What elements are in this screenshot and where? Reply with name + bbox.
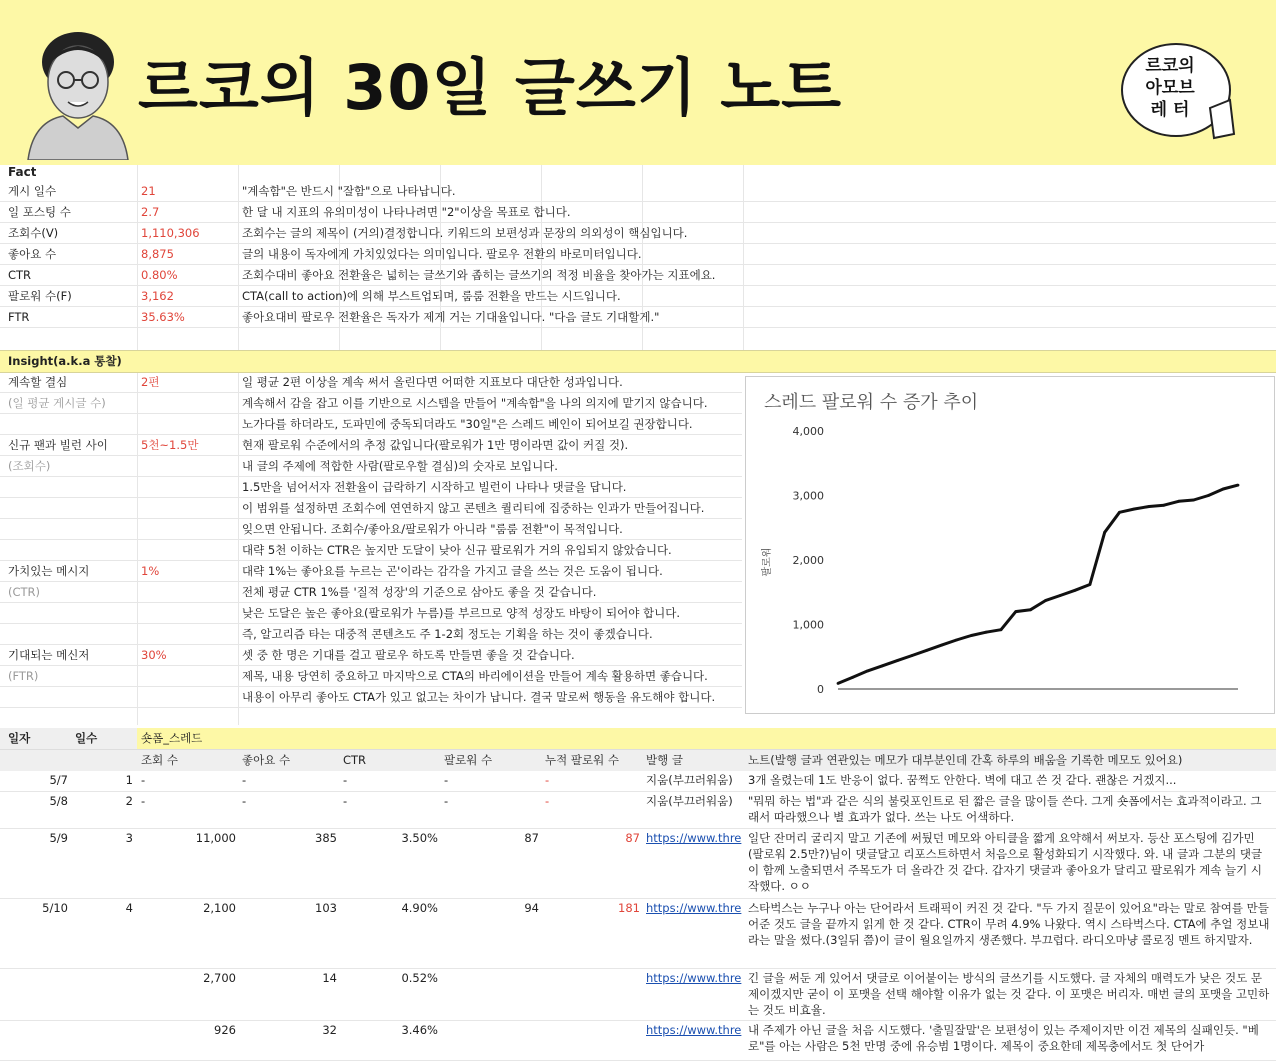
log-cumulative: - — [545, 794, 550, 808]
insight-note: 내용이 아무리 좋아도 CTA가 있고 없고는 차이가 납니다. 결국 말로써 행동을 유도해야 합니다. — [242, 690, 716, 704]
log-row — [0, 791, 1276, 829]
insight-label — [8, 687, 133, 708]
fact-note: "계속함"은 반드시 "잘함"으로 나타납니다. — [242, 184, 456, 198]
log-day — [75, 968, 133, 989]
grid-line — [0, 327, 1276, 328]
chart-point — [1089, 583, 1092, 586]
log-post-link[interactable]: https://www.thre — [646, 1023, 742, 1037]
log-date: 5/7 — [49, 773, 68, 787]
log-column-header — [0, 749, 1276, 771]
log-column-label: 발행 글 — [646, 753, 683, 767]
log-ctr: 4.90% — [401, 901, 438, 915]
chart-ytick-label: 2,000 — [792, 554, 824, 567]
insight-note: 이 범위를 설정하면 조회수에 연연하지 않고 콘텐츠 퀄리티에 집중하는 인과가 만들어집니다. — [242, 501, 705, 515]
insight-label: (조회수) — [8, 459, 51, 473]
insight-note: 내 글의 주제에 적합한 사람(팔로우할 결심)의 숫자로 보입니다. — [242, 459, 558, 473]
fact-note: 좋아요대비 팔로우 전환율은 독자가 제게 거는 기대율입니다. "다음 글도 기대할게." — [242, 310, 660, 324]
chart-ylabel: 팔로워 — [762, 547, 773, 577]
log-group-bar — [137, 728, 1276, 749]
log-post-link[interactable]: https://www.thre — [646, 971, 742, 985]
insight-note: 현재 팔로워 수준에서의 추정 값입니다(팔로워가 1만 명이라면 값이 커질 것). — [242, 438, 629, 452]
insight-note: 즉, 알고리즘 타는 대중적 콘텐츠도 주 1-2회 정도는 기획을 하는 것이 좋겠습니다. — [242, 627, 653, 641]
chart-point — [1029, 608, 1032, 611]
chart-point — [970, 634, 973, 637]
chart-series-line — [838, 485, 1238, 683]
page-title: 르코의 30일 글쓰기 노트 — [138, 51, 843, 124]
insight-label: 기대되는 메신저 — [8, 648, 90, 662]
log-cumulative: 181 — [618, 901, 640, 915]
log-column-label: 노트(발행 글과 연관있는 메모가 대부분인데 간혹 하루의 배움을 기록한 메모도 있어요) — [748, 753, 1183, 767]
log-likes: 32 — [322, 1023, 337, 1037]
log-views: - — [141, 794, 146, 808]
fact-note: CTA(call to action)에 의해 부스트업되며, 룸룸 전환을 만드는 시드입니다. — [242, 289, 621, 303]
log-likes: - — [242, 773, 247, 787]
insight-value: 1% — [141, 564, 160, 578]
insight-value — [141, 456, 236, 477]
insight-label: 신규 팬과 빌런 사이 — [8, 438, 108, 452]
chart-ytick-label: 4,000 — [792, 425, 824, 438]
insight-note: 대략 5천 이하는 CTR은 높지만 도달이 낮아 신규 팔로워가 거의 유입되지 않았습니다. — [242, 543, 672, 557]
insight-value: 5천~1.5만 — [141, 438, 199, 452]
fact-row — [0, 223, 1276, 244]
fact-value: 0.80% — [141, 268, 178, 282]
chart-point — [881, 664, 884, 667]
logo-line: 레 터 — [1150, 100, 1190, 120]
fact-label: 게시 일수 — [8, 184, 57, 198]
log-date: 5/9 — [49, 831, 68, 845]
chart-point — [985, 631, 988, 634]
log-note: 일단 잔머리 굴리지 말고 기존에 써뒀던 메모와 아티클을 짧게 요약해서 써보자. 등산 포스팅에 김가민(팔로워 2.5만?)님이 댓글달고 리포스트하면서 처음으로 활성화되기 시작했다. 와. 내 글과 그분의 댓글이 함께 노출되면서 주목도가 더 올라간 것 같다. 갑자기 댓글과 좋아요가 달리고 팔로워가 계속 늘기 시작했다. ㅇㅇ — [748, 831, 1263, 893]
insight-label — [8, 519, 133, 540]
chart-point — [1044, 599, 1047, 602]
insight-note: 대략 1%는 좋아요를 누르는 곤'이라는 감각을 가지고 글을 쓰는 것은 도움이 됩니다. — [242, 564, 663, 578]
chart-point — [866, 670, 869, 673]
logo-line: 르코의 — [1145, 56, 1195, 76]
insight-value: 30% — [141, 648, 167, 662]
fact-section-label: Fact — [8, 165, 37, 179]
log-cumulative — [545, 968, 640, 989]
chart-point — [1163, 504, 1166, 507]
insight-section-bar — [0, 350, 1276, 373]
chart-point — [911, 654, 914, 657]
fact-label: FTR — [8, 310, 30, 324]
insight-note: 셋 중 한 명은 기대를 걸고 팔로우 하도록 만들면 좋을 것 같습니다. — [242, 648, 575, 662]
log-ctr: - — [343, 773, 348, 787]
log-note: 내 주제가 아닌 글을 처음 시도했다. '출밀잘말'은 보편성이 있는 주제이지만 이건 제목의 실패인듯. "베로"를 아는 사람은 5천 만명 중에 유승범 1명이다. 제목이 중요한데 제목충에서도 첫 단어가 — [748, 1023, 1259, 1053]
fact-value: 3,162 — [141, 289, 174, 303]
log-followers: - — [444, 773, 449, 787]
log-date: 5/10 — [42, 901, 68, 915]
chart-ytick-label: 0 — [817, 683, 824, 696]
chart-point — [1148, 505, 1151, 508]
log-ctr: 3.46% — [401, 1023, 438, 1037]
insight-label — [8, 624, 133, 645]
log-row — [0, 828, 1276, 899]
log-date-header: 일자 — [8, 731, 31, 745]
log-post-link[interactable]: https://www.thre — [646, 901, 742, 915]
log-row — [0, 968, 1276, 1021]
chart-svg — [746, 377, 1274, 713]
log-note: 3개 올렸는데 1도 반응이 없다. 꿈쩍도 안한다. 벽에 대고 쓴 것 같다. 괜찮은 거겠지... — [748, 773, 1177, 787]
log-date — [8, 968, 68, 989]
fact-row — [0, 181, 1276, 202]
log-likes: 14 — [322, 971, 337, 985]
log-date: 5/8 — [49, 794, 68, 808]
insight-label — [8, 540, 133, 561]
insight-label: (CTR) — [8, 585, 41, 599]
grid-line — [0, 707, 742, 708]
logo-line: 아모브 — [1145, 78, 1195, 98]
chart-point — [1014, 610, 1017, 613]
log-row — [0, 770, 1276, 792]
chart-point — [1074, 589, 1077, 592]
log-followers — [444, 968, 539, 989]
insight-value — [141, 624, 236, 645]
insight-value — [141, 687, 236, 708]
insight-value — [141, 582, 236, 603]
chart-point — [1207, 494, 1210, 497]
log-day: 2 — [125, 794, 133, 808]
log-day-header: 일수 — [75, 731, 98, 745]
chart-point — [1000, 628, 1003, 631]
fact-value: 2.7 — [141, 205, 160, 219]
insight-value: 2편 — [141, 375, 160, 389]
log-post-link: 지움(부끄러워움) — [646, 794, 733, 808]
chart-point — [955, 639, 958, 642]
log-likes: 385 — [315, 831, 337, 845]
log-views: 926 — [214, 1023, 236, 1037]
log-row — [0, 1020, 1276, 1061]
insight-section-label: Insight(a.k.a 통찰) — [8, 354, 122, 368]
fact-row — [0, 286, 1276, 307]
insight-value — [141, 477, 236, 498]
fact-note: 조회수대비 좋아요 전환율은 넓히는 글쓰기와 좁히는 글쓰기의 적정 비율을 찾아가는 지표에요. — [242, 268, 716, 282]
insight-value — [141, 540, 236, 561]
insight-note: 노가다를 하더라도, 도파민에 중독되더라도 "30일"은 스레드 베인이 되어보길 권장합니다. — [242, 417, 693, 431]
log-note: 긴 글을 써둔 게 있어서 댓글로 이어붙이는 방식의 글쓰기를 시도했다. 글 자체의 매력도가 낮은 것도 문제이겠지만 굳이 이 포맷을 선택 해야할 이유가 없는 것 같다. 이 포맷은 버리자. 매번 글의 포맷을 고민하는 것도 비효율. — [748, 971, 1270, 1017]
insight-label: 계속할 결심 — [8, 375, 68, 389]
log-cumulative — [545, 1020, 640, 1041]
log-row — [0, 898, 1276, 969]
fact-value: 35.63% — [141, 310, 185, 324]
insight-note: 1.5만을 넘어서자 전환율이 급락하기 시작하고 빌런이 나타나 댓글을 답니다. — [242, 480, 627, 494]
chart-ytick-label: 3,000 — [792, 489, 824, 503]
log-post-link: 지움(부끄러워움) — [646, 773, 733, 787]
fact-note: 글의 내용이 독자에게 가치있었다는 의미입니다. 팔로우 전환의 바로미터입니다. — [242, 247, 642, 261]
log-day: 4 — [125, 901, 133, 915]
log-likes: - — [242, 794, 247, 808]
follower-chart — [745, 376, 1275, 714]
insight-value — [141, 498, 236, 519]
fact-label: 좋아요 수 — [8, 247, 57, 261]
log-column-label: 팔로워 수 — [444, 753, 493, 767]
log-column-label: 좋아요 수 — [242, 753, 291, 767]
fact-row — [0, 265, 1276, 286]
insight-value — [141, 393, 236, 414]
chart-point — [1059, 594, 1062, 597]
chart-point — [851, 676, 854, 679]
log-views: 2,100 — [203, 901, 236, 915]
chart-ytick-label: 1,000 — [792, 618, 824, 632]
insight-label: 가치있는 메시지 — [8, 564, 90, 578]
insight-note: 낮은 도달은 높은 좋아요(팔로워가 누름)를 부르므로 양적 성장도 바탕이 되어야 합니다. — [242, 606, 680, 620]
fact-note: 조회수는 글의 제목이 (거의)결정합니다. 키워드의 보편성과 문장의 의외성이 핵심입니다. — [242, 226, 688, 240]
log-note: "뭐뭐 하는 법"과 같은 식의 불릿포인트로 된 짧은 글을 많이들 쓴다. 그게 숏폼에서는 효과적이라고. 그래서 따라했으나 별 효과가 없다. 쓰는 나도 어색하다. — [748, 794, 1262, 824]
insight-label — [8, 414, 133, 435]
log-views: 11,000 — [195, 831, 236, 845]
fact-label: 팔로워 수(F) — [8, 289, 72, 303]
author-avatar — [18, 10, 133, 160]
log-top-header — [0, 728, 1276, 749]
insight-note: 계속해서 감을 잡고 이를 기반으로 시스템을 만들어 "계속함"을 나의 의지에 맡기지 않습니다. — [242, 396, 708, 410]
insight-value — [141, 666, 236, 687]
fact-value: 8,875 — [141, 247, 174, 261]
chart-point — [1133, 508, 1136, 511]
fact-label: 조회수(V) — [8, 226, 59, 240]
insight-value — [141, 519, 236, 540]
chart-title: 스레드 팔로워 수 증가 추이 — [764, 392, 979, 413]
insight-note: 전체 평균 CTR 1%를 '질적 성장'의 기준으로 삼아도 좋을 것 같습니다. — [242, 585, 597, 599]
fact-row — [0, 202, 1276, 223]
header-banner — [0, 0, 1276, 165]
log-day: 1 — [125, 773, 133, 787]
chart-point — [1177, 500, 1180, 503]
log-ctr: - — [343, 794, 348, 808]
insight-label: (FTR) — [8, 669, 39, 683]
chart-point — [940, 644, 943, 647]
log-ctr: 3.50% — [401, 831, 438, 845]
chart-point — [1118, 511, 1121, 514]
fact-row — [0, 244, 1276, 265]
log-note: 스타벅스는 누구나 아는 단어라서 트래픽이 커진 것 같다. "두 가지 질문이 있어요"라는 말로 참여를 만들어준 것도 글을 끝까지 읽게 한 것 같다. CTR이 무려 4.9% 나왔다. 역시 스타벅스다. CTA에 추얼 정보내라는 말을 썼다.(3일뒤 쯤)이 글이 월요일까지 생존했다. 부끄럽다. 라디오마냥 콜로징 멘트 하지말자. — [748, 901, 1270, 947]
log-cumulative: - — [545, 773, 550, 787]
log-views: 2,700 — [203, 971, 236, 985]
log-day: 3 — [125, 831, 133, 845]
insight-value — [141, 603, 236, 624]
log-column-label: CTR — [343, 753, 367, 767]
log-cumulative: 87 — [625, 831, 640, 845]
chart-point — [1103, 531, 1106, 534]
insight-label: (일 평균 게시글 수) — [8, 396, 106, 410]
log-day — [75, 1020, 133, 1041]
logo-lettering — [1140, 55, 1200, 121]
chart-point — [896, 659, 899, 662]
insight-note: 잊으면 안됩니다. 조회수/좋아요/팔로워가 아니라 "룸룸 전환"이 목적입니다. — [242, 522, 623, 536]
log-date — [8, 1020, 68, 1041]
insight-label — [8, 498, 133, 519]
insight-note: 제목, 내용 당연히 중요하고 마지막으로 CTA의 바리에이션을 만들어 계속 활용하면 좋습니다. — [242, 669, 708, 683]
insight-value — [141, 414, 236, 435]
log-likes: 103 — [315, 901, 337, 915]
log-followers — [444, 1020, 539, 1041]
chart-point — [837, 682, 840, 685]
log-followers: 94 — [524, 901, 539, 915]
chart-point — [1192, 499, 1195, 502]
log-column-label: 누적 팔로워 수 — [545, 753, 619, 767]
log-ctr: 0.52% — [401, 971, 438, 985]
log-group-header: 숏폼_스레드 — [141, 731, 203, 745]
insight-label — [8, 603, 133, 624]
log-followers: - — [444, 794, 449, 808]
log-column-label: 조회 수 — [141, 753, 178, 767]
chart-point — [926, 649, 929, 652]
log-post-link[interactable]: https://www.thre — [646, 831, 742, 845]
log-followers: 87 — [524, 831, 539, 845]
chart-point — [1237, 484, 1240, 487]
insight-note: 일 평균 2편 이상을 계속 써서 올린다면 어떠한 지표보다 대단한 성과입니다. — [242, 375, 623, 389]
spreadsheet — [0, 165, 1276, 1056]
chart-point — [1222, 488, 1225, 491]
insight-label — [8, 477, 133, 498]
fact-row — [0, 307, 1276, 328]
fact-note: 한 달 내 지표의 유의미성이 나타나려면 "2"이상을 목표로 합니다. — [242, 205, 571, 219]
fact-label: CTR — [8, 268, 32, 282]
fact-label: 일 포스팅 수 — [8, 205, 71, 219]
fact-value: 21 — [141, 184, 156, 198]
fact-value: 1,110,306 — [141, 226, 200, 240]
log-views: - — [141, 773, 146, 787]
